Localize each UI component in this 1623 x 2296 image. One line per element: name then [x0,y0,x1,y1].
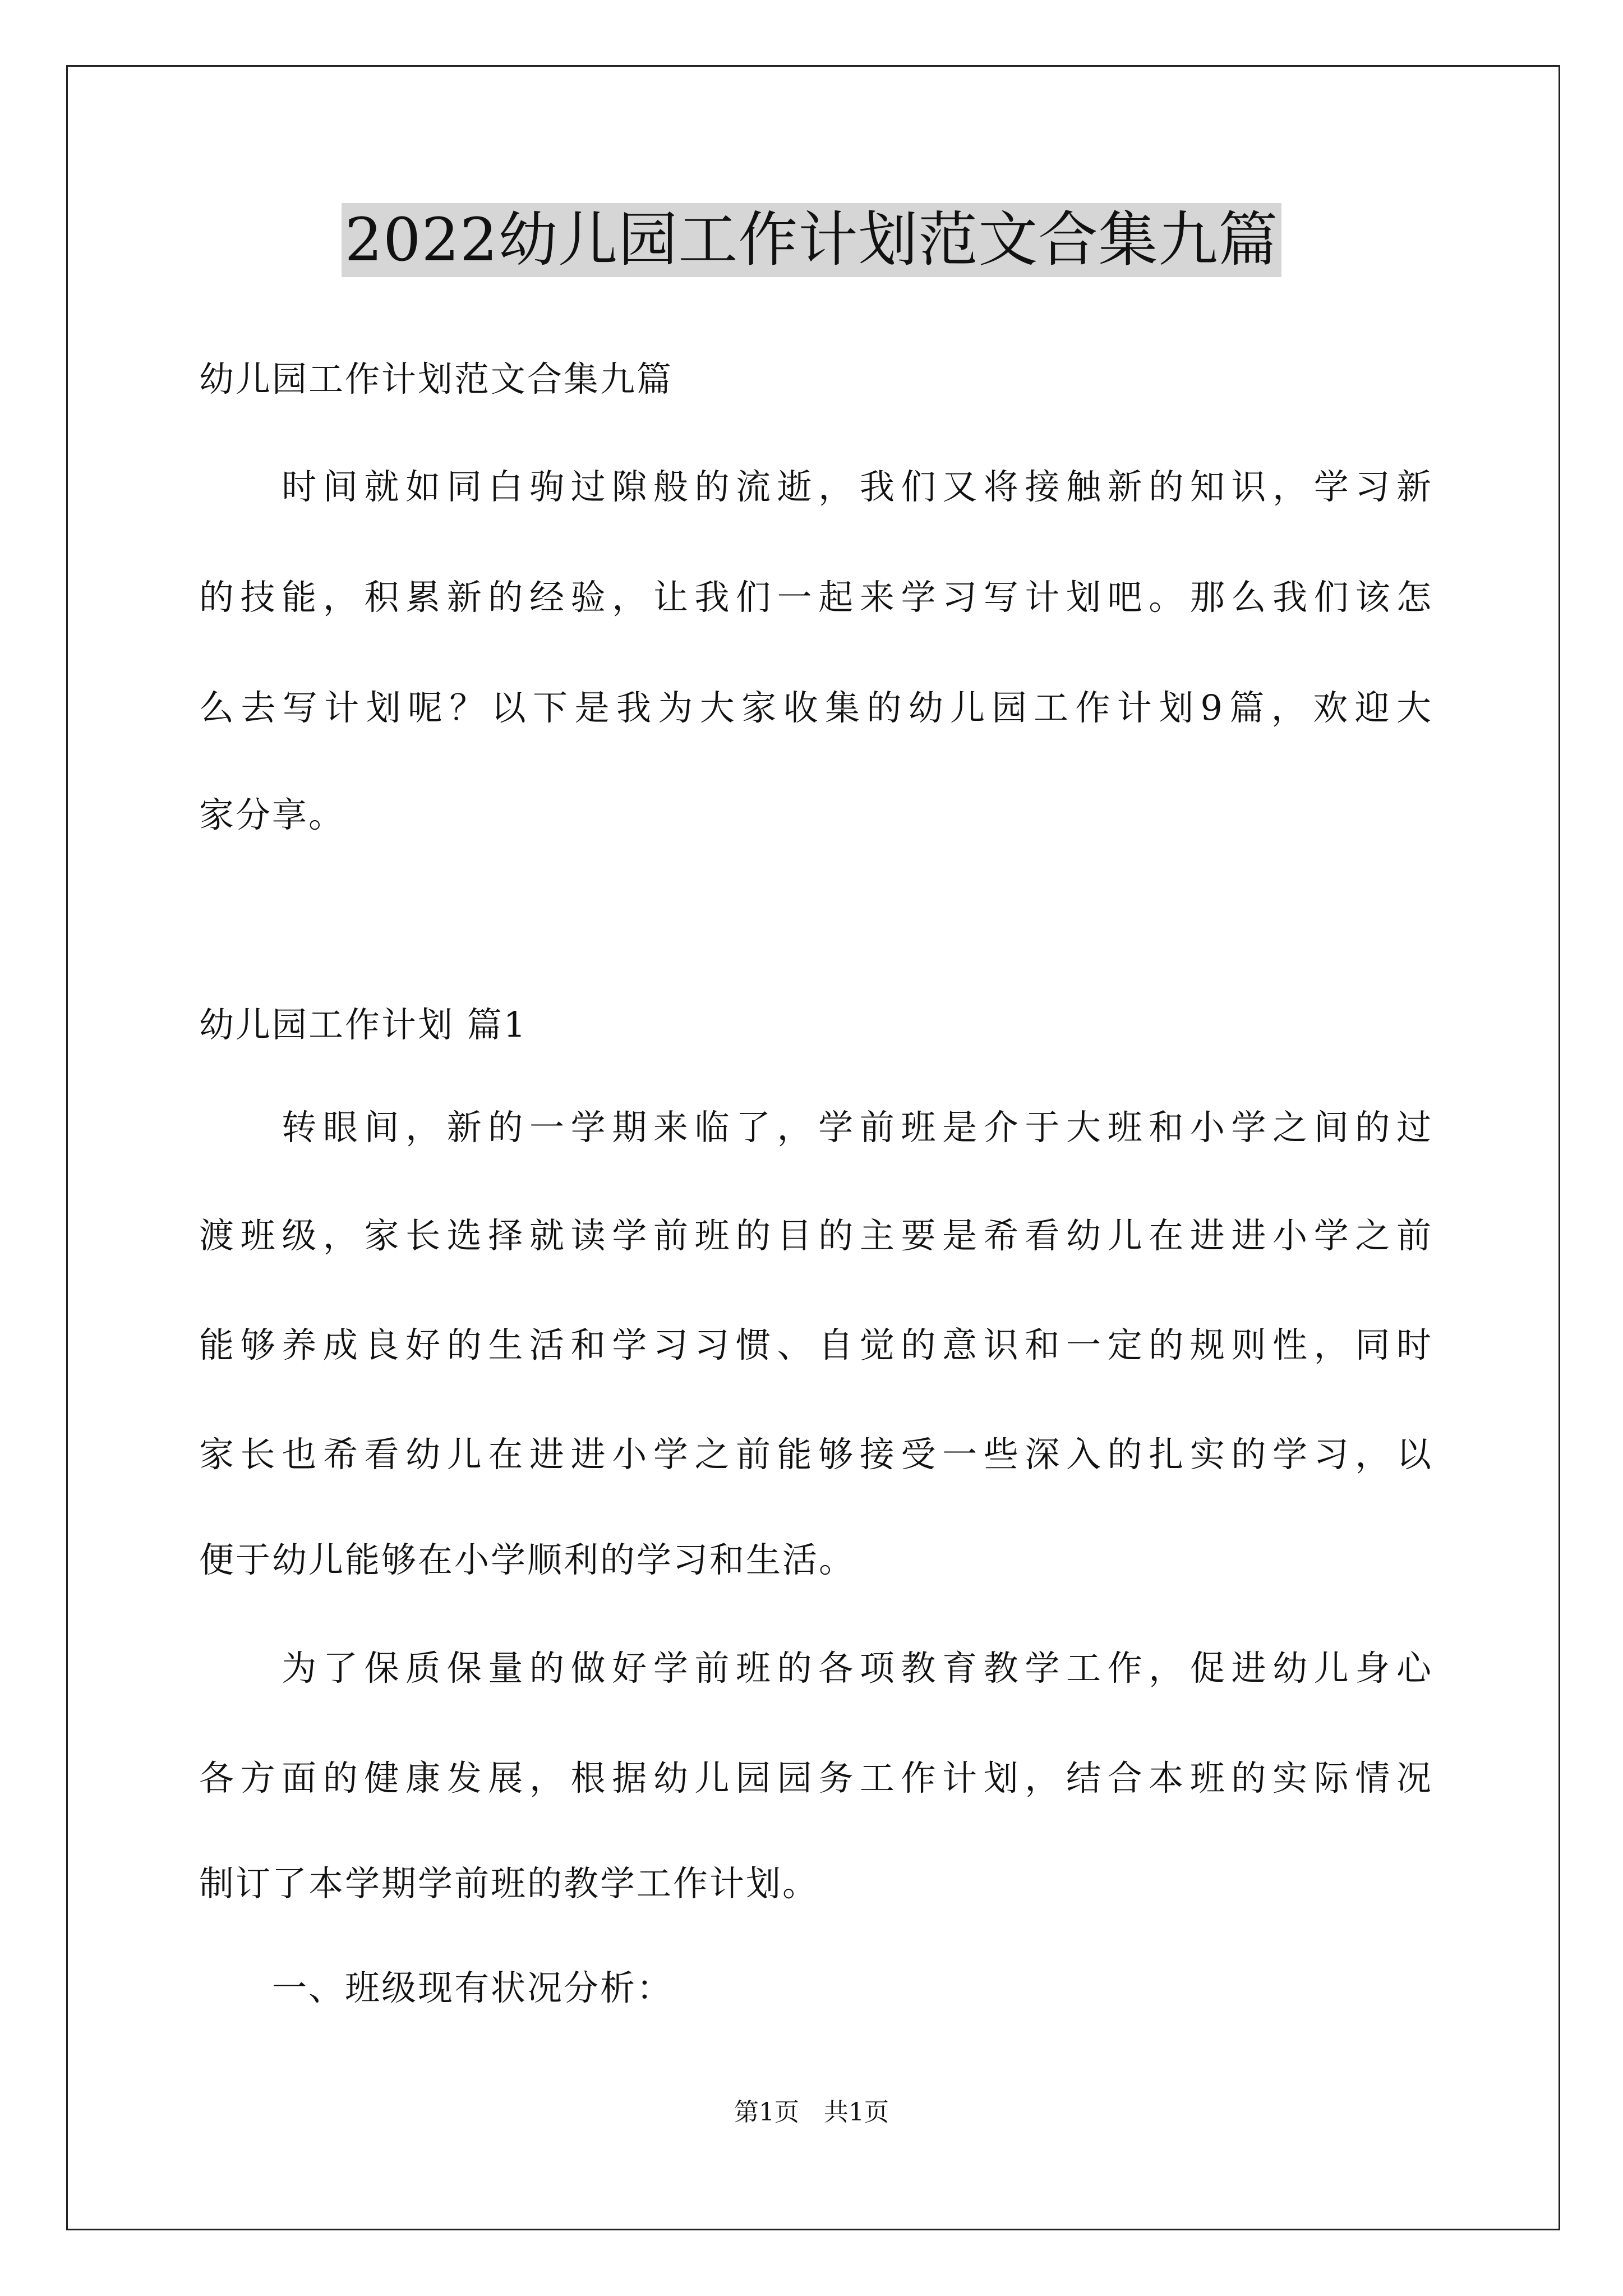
page-number-footer: 第1页 共1页 [734,2098,889,2127]
title-container [0,203,1623,277]
para2-line-1: 为了保质保量的做好学前班的各项教育教学工作，促进幼儿身心 [199,1648,1433,1688]
para1-line-3: 能够养成良好的生活和学习习惯、自觉的意识和一定的规则性，同时 [199,1324,1433,1365]
intro-line-2: 的技能，积累新的经验，让我们一起来学习写计划吧。那么我们该怎 [199,577,1433,618]
para1-line-2: 渡班级，家长选择就读学前班的目的主要是希看幼儿在进进小学之前 [199,1215,1433,1256]
para2-line-2: 各方面的健康发展，根据幼儿园园务工作计划，结合本班的实际情况 [199,1757,1433,1798]
intro-line-3: 么去写计划呢？以下是我为大家收集的幼儿园工作计划9篇，欢迎大 [199,687,1433,728]
intro-line-4: 家分享。 [199,794,345,835]
section-heading: 幼儿园工作计划 篇1 [199,1004,528,1045]
section-subheading: 一、班级现有状况分析： [199,1967,674,2008]
para2-line-3: 制订了本学期学前班的教学工作计划。 [199,1863,819,1904]
para1-line-1: 转眼间，新的一学期来临了，学前班是介于大班和小学之间的过 [199,1107,1433,1148]
document-title: 2022幼儿园工作计划范文合集九篇 [342,203,1282,277]
intro-line-1: 时间就如同白驹过隙般的流逝，我们又将接触新的知识，学习新 [199,466,1433,507]
document-subtitle: 幼儿园工作计划范文合集九篇 [199,358,674,399]
para1-line-4: 家长也希看幼儿在进进小学之前能够接受一些深入的扎实的学习，以 [199,1434,1433,1475]
para1-line-5: 便于幼儿能够在小学顺利的学习和生活。 [199,1539,856,1580]
